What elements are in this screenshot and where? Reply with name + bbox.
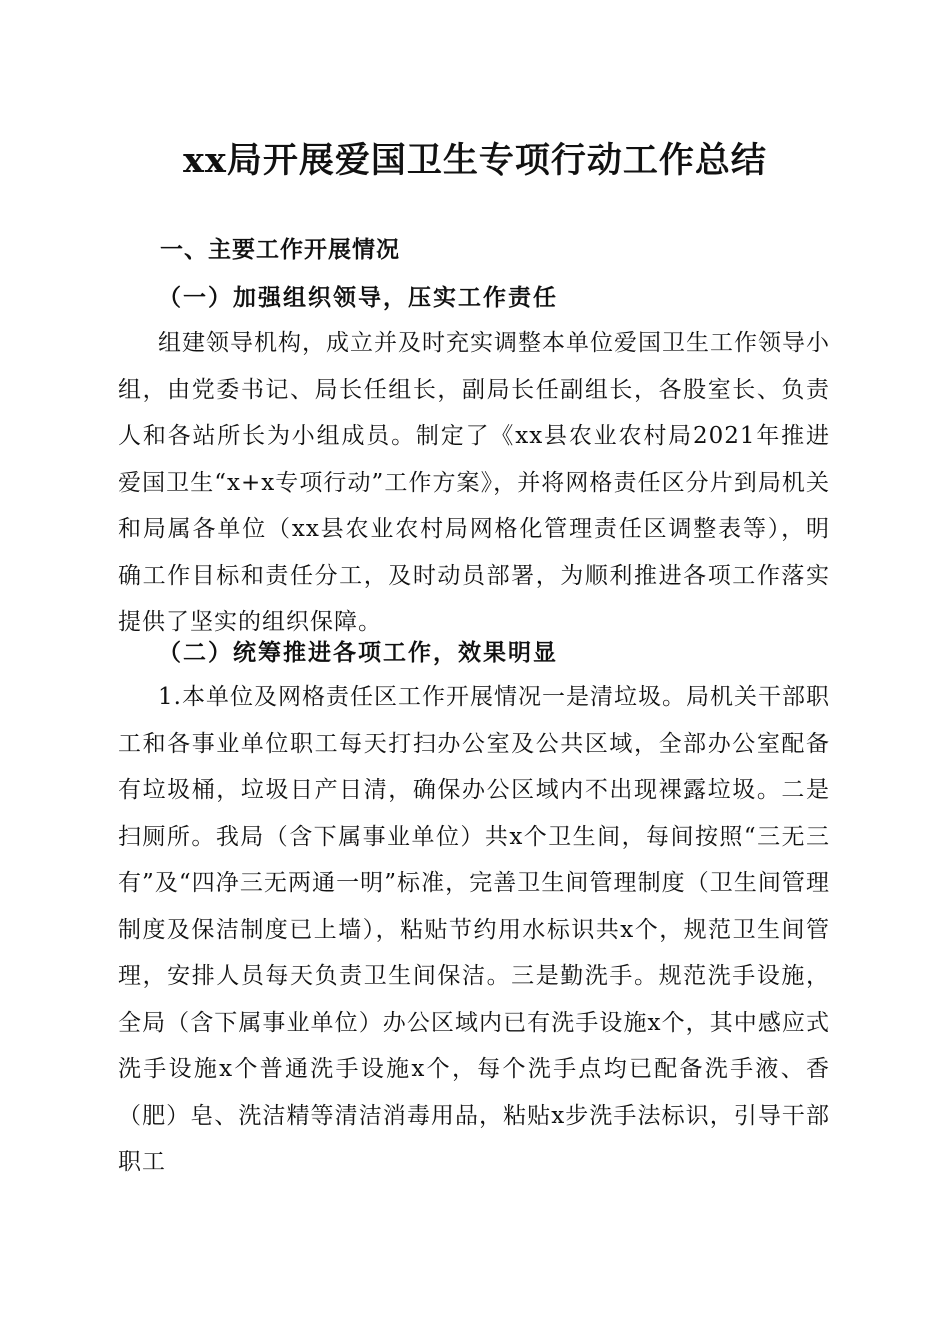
subsection-heading-coordination: （二）统筹推进各项工作，效果明显 <box>158 639 558 666</box>
subsection-heading-organization: （一）加强组织领导，压实工作责任 <box>158 284 558 311</box>
document-title: xx局开展爱国卫生专项行动工作总结 <box>183 140 767 181</box>
paragraph-work-progress: 1.本单位及网格责任区工作开展情况一是清垃圾。局机关干部职工和各事业单位职工每天打扫办公室及公共区域，全部办公室配备有垃圾桶，垃圾日产日清，确保办公区域内不出现裸露垃圾。二是扫厕所。我局（含下属事业单位）共x个卫生间，每间按照“三无三有”及“四净三无两通一明”标准，完善卫生间管理制度（卫生间管理制度及保洁制度已上墙），粘贴节约用水标识共x个，规范卫生间管理，安排人员每天负责卫生间保洁。三是勤洗手。规范洗手设施，全局（含下属事业单位）办公区域内已有洗手设施x个，其中感应式洗手设施x个普通洗手设施x个，每个洗手点均已配备洗手液、香（肥）皂、洗洁精等清洁消毒用品，粘贴x步洗手法标识，引导干部职工 <box>118 684 830 1175</box>
section-heading-main-work: 一、主要工作开展情况 <box>160 237 400 263</box>
paragraph-organization: 组建领导机构，成立并及时充实调整本单位爱国卫生工作领导小组，由党委书记、局长任组长，副局长任副组长，各股室长、负责人和各站所长为小组成员。制定了《xx县农业农村局2021年推进爱国卫生“x+x专项行动”工作方案》，并将网格责任区分片到局机关和局属各单位（xx县农业农村局网格化管理责任区调整表等），明确工作目标和责任分工，及时动员部署，为顺利推进各项工作落实提供了坚实的组织保障。 <box>118 330 830 635</box>
